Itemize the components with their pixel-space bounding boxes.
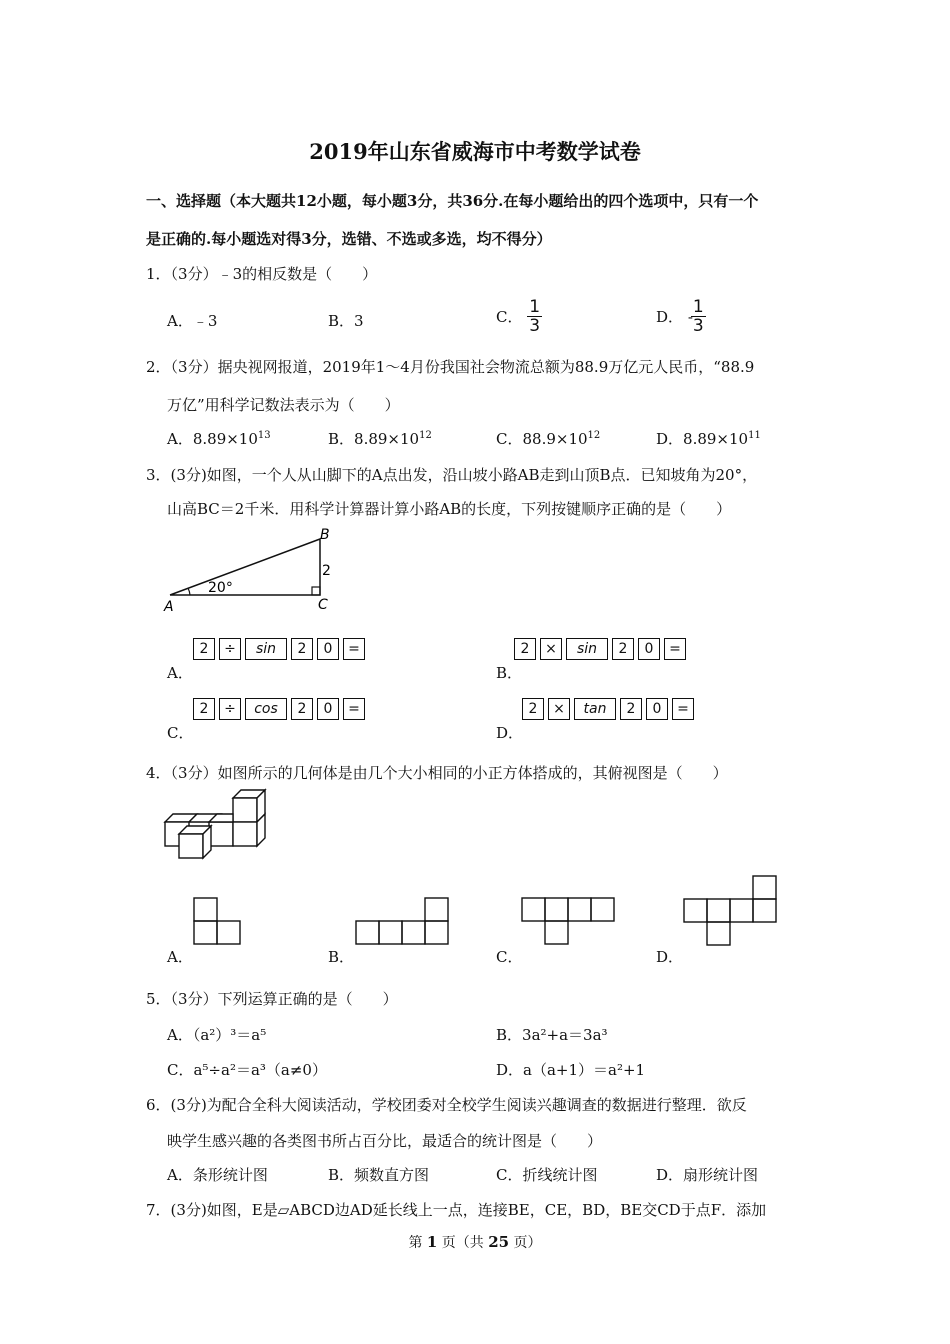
q2-stem-line2: 万亿”用科学记数法表示为（ ） [167,396,400,414]
point-c-label: C [318,597,328,613]
q1-option-c [496,298,542,335]
calc-key: 2 [291,698,313,720]
q3-option-a-keys [193,638,369,660]
calc-key: 2 [522,698,544,720]
q5-option-a: A．（a²）³＝a⁵ [167,1026,267,1044]
page-number: 1 [426,1233,438,1251]
q1-option-d-sign: - [687,307,693,326]
right-angle-mark [312,587,320,595]
q3-option-b-label: B． [496,664,523,682]
q1-option-c-label: C． [496,308,523,326]
angle-label: 20° [208,580,233,596]
q6-stem-line2: 映学生感兴趣的各类图书所占百分比，最适合的统计图是（ ） [167,1132,603,1150]
calc-key: tan [574,698,616,720]
calc-key: 0 [646,698,668,720]
q4-stem: 4．（3分）如图所示的几何体是由几个大小相同的小正方体搭成的，其俯视图是（ ） [146,764,728,782]
q1-option-d-fraction: $\frac{1}{3}$ [692,297,704,336]
q6-option-d: D．扇形统计图 [656,1166,759,1184]
q5-stem: 5．（3分）下列运算正确的是（ ） [146,990,398,1008]
q5-option-c: C．a⁵÷a²＝a³（a≠0） [167,1061,327,1079]
q2-option-b: B．$8.89\times 10^{12}$ [328,430,432,448]
calc-key: = [343,698,365,720]
calc-key: 0 [317,698,339,720]
q4-option-b-grid [354,896,450,946]
q3-option-b-keys [514,638,690,660]
cube-row-3 [233,822,257,846]
q5-option-b: B．3a²+a＝3a³ [496,1026,608,1044]
side-bc-label: 2 [322,563,331,579]
calc-key: × [548,698,570,720]
q3-option-c-label: C． [167,724,194,742]
q6-option-a: A．条形统计图 [167,1166,268,1184]
q3-option-d-label: D． [496,724,524,742]
cube-row-2 [209,822,233,846]
calc-key: 0 [638,638,660,660]
calc-key: ÷ [219,698,241,720]
triangle-outline [170,539,320,595]
point-a-label: A [164,599,174,615]
q3-stem-line2: 山高BC＝2千米．用科学计算器计算小路AB的长度，下列按键顺序正确的是（ ） [167,500,732,518]
section-heading-line2: 是正确的.每小题选对得3分，选错、不选或多选，均不得分） [146,230,552,248]
q3-stem-line1: 3．(3分)如图，一个人从山脚下的A点出发，沿山坡小路AB走到山顶B点．已知坡角为20°， [146,466,758,484]
angle-arc [188,588,190,595]
page-footer: 第 1 页（共 25 页） [408,1233,542,1251]
cube-front-face [179,834,203,858]
calc-key: cos [245,698,287,720]
q1-option-d-label: D． [656,308,684,326]
q4-option-d-label: D． [656,948,684,966]
q3-option-a-label: A． [167,664,193,682]
calc-key: × [540,638,562,660]
q4-option-d-grid [682,874,778,946]
q2-option-a: A．$8.89\times 10^{13}$ [167,430,271,448]
q3-triangle-figure [160,525,340,615]
q2-option-c: C．$88.9\times 10^{12}$ [496,430,601,448]
q1-option-a: A．﹣3 [167,312,218,330]
q4-cube-figure [160,788,272,862]
q6-stem-line1: 6．(3分)为配合全科大阅读活动，学校团委对全校学生阅读兴趣调查的数据进行整理．欲反 [146,1096,747,1114]
cube-upper-front [233,798,257,822]
q2-stem-line1: 2．（3分）据央视网报道，2019年1～4月份我国社会物流总额为88.9万亿元人民币，“88.9 [146,358,755,376]
q3-option-c-keys [193,698,369,720]
section-heading-line1: 一、选择题（本大题共12小题，每小题3分，共36分.在每小题给出的四个选项中，只有一个 [146,192,759,210]
calc-key: sin [566,638,608,660]
calc-key: = [672,698,694,720]
calc-key: 2 [514,638,536,660]
page-title: 2019年山东省威海市中考数学试卷 [309,139,641,164]
page-total: 25 [488,1233,510,1251]
calc-key: = [343,638,365,660]
calc-key: sin [245,638,287,660]
q2-option-d: D．$8.89\times 10^{11}$ [656,430,761,448]
q1-option-d [656,298,706,335]
q4-option-c-grid [520,896,616,946]
q4-option-c-label: C． [496,948,523,966]
q4-option-b-label: B． [328,948,355,966]
calc-key: 2 [620,698,642,720]
q4-option-a-label: A． [167,948,193,966]
q3-option-d-keys [522,698,698,720]
calc-key: 2 [193,698,215,720]
q1-stem: 1．（3分）﹣3的相反数是（ ） [146,265,378,283]
calc-key: ÷ [219,638,241,660]
q6-option-c: C．折线统计图 [496,1166,598,1184]
q1-option-b: B．3 [328,312,364,330]
q6-option-b: B．频数直方图 [328,1166,430,1184]
q7-stem-line1: 7．(3分)如图，E是▱ABCD边AD延长线上一点，连接BE，CE，BD，BE交CD于点F．添加 [146,1201,767,1219]
calc-key: = [664,638,686,660]
calc-key: 0 [317,638,339,660]
calc-key: 2 [291,638,313,660]
calc-key: 2 [193,638,215,660]
q4-option-a-grid [192,896,244,946]
point-b-label: B [320,527,330,543]
q1-option-c-fraction: $\frac{1}{3}$ [529,297,541,336]
q5-option-d: D．a（a+1）＝a²+1 [496,1061,646,1079]
calc-key: 2 [612,638,634,660]
